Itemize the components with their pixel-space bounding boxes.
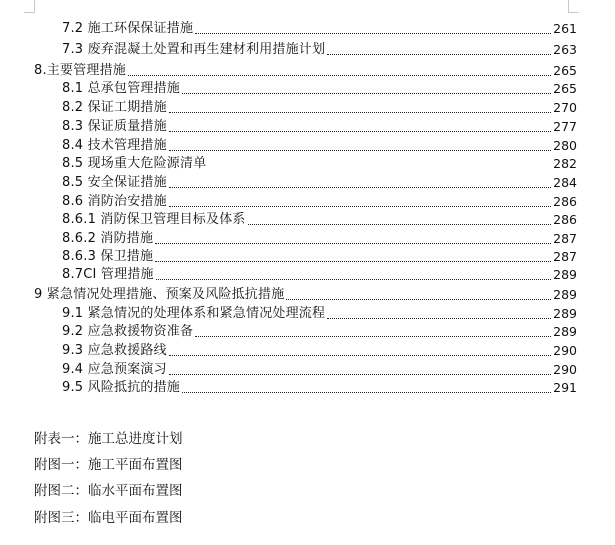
- toc-entry-title: 8.7CI 管理措施: [62, 267, 154, 282]
- toc-entry-page: 265: [553, 63, 577, 78]
- toc-entry[interactable]: [62, 360, 577, 378]
- toc-entry-page: 282: [553, 156, 577, 171]
- toc-entry-page: 270: [553, 100, 577, 115]
- toc-entry-page: 261: [553, 21, 577, 36]
- toc-entry-title: 7.3 废弃混凝土处置和再生建材利用措施计划: [62, 42, 326, 57]
- toc-entry[interactable]: [62, 79, 577, 97]
- toc-entry[interactable]: [62, 98, 577, 116]
- toc-dot-leader: [248, 223, 552, 225]
- toc-entry-page: 263: [553, 42, 577, 57]
- toc-dot-leader: [195, 335, 551, 337]
- toc-dot-leader: [169, 149, 551, 151]
- toc-dot-leader: [208, 167, 551, 169]
- toc-entry-title: 9.1 紧急情况的处理体系和紧急情况处理流程: [62, 306, 326, 321]
- page-corner-mark-right: [568, 0, 579, 13]
- toc-entry-page: 290: [553, 343, 577, 358]
- toc-dot-leader: [195, 32, 551, 34]
- toc-entry-title: 8.2 保证工期措施: [62, 100, 167, 115]
- toc-entry-title: 9.2 应急救援物资准备: [62, 324, 194, 339]
- toc-entry-page: 291: [553, 380, 577, 395]
- toc-dot-leader: [155, 260, 551, 262]
- toc-dot-leader: [156, 278, 551, 280]
- toc-entry-title: 9.3 应急救援路线: [62, 343, 167, 358]
- toc-dot-leader: [182, 391, 551, 393]
- toc-entry[interactable]: [62, 19, 577, 37]
- toc-dot-leader: [169, 205, 551, 207]
- toc-entry-page: 289: [553, 267, 577, 282]
- toc-entry[interactable]: [62, 247, 577, 265]
- toc-dot-leader: [182, 92, 551, 94]
- toc-entry[interactable]: [62, 322, 577, 340]
- toc-entry[interactable]: [62, 378, 577, 396]
- toc-dot-leader: [169, 373, 551, 375]
- toc-dot-leader: [169, 111, 551, 113]
- toc-entry[interactable]: [62, 265, 577, 283]
- toc-entry-title: 8.1 总承包管理措施: [62, 81, 181, 96]
- toc-entry-title: 8.6 消防治安措施: [62, 194, 167, 209]
- toc-dot-leader: [327, 53, 551, 55]
- toc-entry-page: 286: [553, 212, 577, 227]
- toc-entry-title: 9.5 风险抵抗的措施: [62, 380, 181, 395]
- toc-dot-leader: [286, 298, 551, 300]
- toc-entry-page: 287: [553, 231, 577, 246]
- toc-dot-leader: [327, 317, 551, 319]
- appendix-item: 附表一：施工总进度计划: [34, 431, 183, 447]
- toc-entry-title: 8.4 技术管理措施: [62, 138, 167, 153]
- toc-entry-page: 289: [553, 306, 577, 321]
- toc-entry-title: 8.5 安全保证措施: [62, 175, 167, 190]
- appendix-item: 附图二：临水平面布置图: [34, 483, 183, 499]
- toc-entry[interactable]: [62, 154, 577, 172]
- toc-entry-title: 8.6.1 消防保卫管理目标及体系: [62, 212, 246, 227]
- toc-entry-title: 9.4 应急预案演习: [62, 362, 167, 377]
- toc-entry-page: 289: [553, 287, 577, 302]
- toc-dot-leader: [128, 74, 551, 76]
- toc-entry[interactable]: [62, 304, 577, 322]
- toc-entry-page: 284: [553, 175, 577, 190]
- toc-entry-page: 286: [553, 194, 577, 209]
- toc-entry[interactable]: [62, 229, 577, 247]
- toc-entry-page: 280: [553, 138, 577, 153]
- toc-entry-page: 287: [553, 249, 577, 264]
- toc-entry-page: 290: [553, 362, 577, 377]
- toc-entry-page: 277: [553, 119, 577, 134]
- toc-entry-title: 8.5 现场重大危险源清单: [62, 156, 207, 171]
- toc-entry-title: 8.6.2 消防措施: [62, 231, 154, 246]
- toc-entry[interactable]: [62, 136, 577, 154]
- toc-entry-title: 9 紧急情况处理措施、预案及风险抵抗措施: [34, 287, 285, 302]
- toc-entry[interactable]: [62, 173, 577, 191]
- toc-entry[interactable]: [62, 117, 577, 135]
- toc-entry-page: 289: [553, 324, 577, 339]
- toc-entry[interactable]: [62, 341, 577, 359]
- appendix-item: 附图一：施工平面布置图: [34, 457, 183, 473]
- toc-dot-leader: [169, 130, 551, 132]
- toc-entry[interactable]: [34, 61, 577, 79]
- toc-entry-title: 8.6.3 保卫措施: [62, 249, 154, 264]
- toc-entry[interactable]: [62, 192, 577, 210]
- toc-entry[interactable]: [62, 40, 577, 58]
- toc-entry[interactable]: [62, 210, 577, 228]
- toc-entry-title: 8.主要管理措施: [34, 63, 127, 78]
- toc-dot-leader: [169, 354, 551, 356]
- toc-dot-leader: [155, 242, 551, 244]
- toc-dot-leader: [169, 186, 551, 188]
- toc-entry-title: 8.3 保证质量措施: [62, 119, 167, 134]
- page-corner-mark-left: [24, 0, 35, 13]
- toc-entry-page: 265: [553, 81, 577, 96]
- toc-entry[interactable]: [34, 285, 577, 303]
- toc-entry-title: 7.2 施工环保保证措施: [62, 21, 194, 36]
- appendix-item: 附图三：临电平面布置图: [34, 510, 183, 526]
